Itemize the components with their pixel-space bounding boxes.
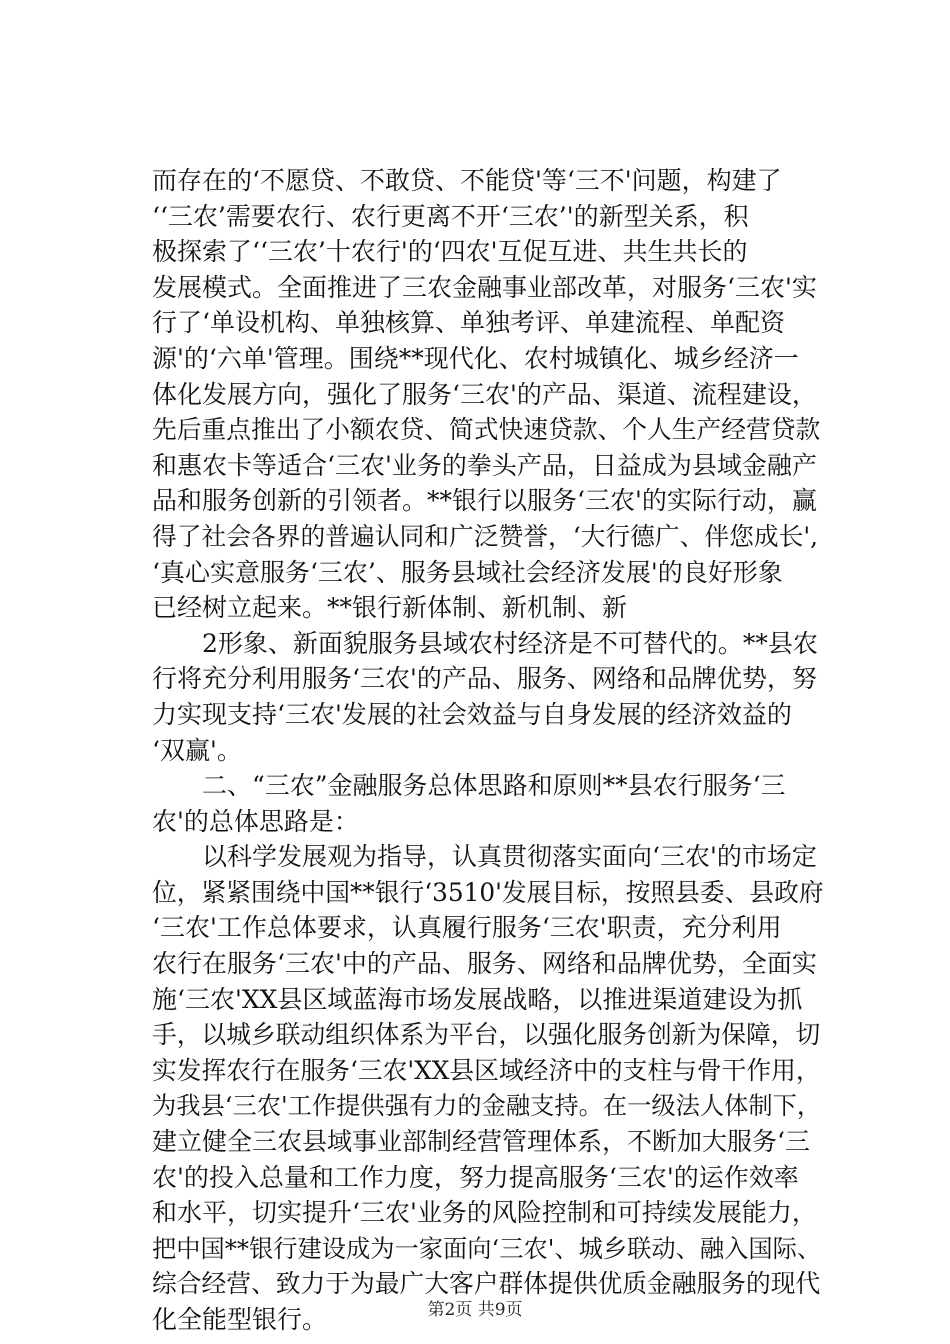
text-line: 而存在的‘不愿贷、不敢贷、不能贷'等‘三不'问题，构建了 bbox=[152, 166, 782, 195]
text-line: ‘‘三农’需要农行、农行更离不开‘三农’'的新型关系，积 bbox=[152, 201, 749, 231]
text-line: 二、“三农”金融服务总体思路和原则**县农行服务‘三 bbox=[202, 771, 786, 801]
text-line: 建立健全三农县域事业部制经营管理体系，不断加大服务‘三 bbox=[152, 1127, 810, 1157]
text-line: 体化发展方向，强化了服务‘三农'的产品、渠道、流程建设， bbox=[152, 379, 817, 409]
text-line: 源'的‘六单'管理。围绕**现代化、农村城镇化、城乡经济一 bbox=[152, 343, 799, 373]
text-line: 实发挥农行在服务‘三农'XX县区域经济中的支柱与骨干作用， bbox=[152, 1055, 821, 1085]
text-line: 行了‘单设机构、单独核算、单独考评、单建流程、单配资 bbox=[152, 308, 785, 338]
page-footer: 第2页 共9页 bbox=[427, 1300, 523, 1320]
text-line: 把中国**银行建设成为一家面向‘三农'、城乡联动、融入国际、 bbox=[152, 1233, 822, 1263]
text-line: 力实现支持‘三农'发展的社会效益与自身发展的经济效益的 bbox=[152, 699, 792, 729]
text-line: 农行在服务‘三农'中的产品、服务、网络和品牌优势，全面实 bbox=[152, 949, 817, 979]
text-line: 农'的总体思路是： bbox=[152, 806, 359, 836]
text-line: ‘三农'工作总体要求，认真履行服务‘三农'职责，充分利用 bbox=[152, 913, 782, 943]
text-line: 农'的投入总量和工作力度，努力提高服务‘三农'的运作效率 bbox=[152, 1162, 799, 1192]
text-line: 为我县‘三农'工作提供强有力的金融支持。在一级法人体制下， bbox=[152, 1091, 822, 1121]
text-line: 位，紧紧围绕中国**银行‘3510'发展目标，按照县委、县政府 bbox=[152, 877, 824, 907]
text-line: 和惠农卡等适合‘三农'业务的拳头产品，日益成为县域金融产 bbox=[152, 450, 817, 480]
text-line: 极探索了‘‘三农’十农行'的‘四农'互促互进、共生共长的 bbox=[152, 237, 748, 267]
text-line: 已经树立起来。**银行新体制、新机制、新 bbox=[152, 593, 628, 623]
text-line: 行将充分利用服务‘三农'的产品、服务、网络和品牌优势，努 bbox=[152, 664, 817, 694]
text-line: 和水平，切实提升‘三农'业务的风险控制和可持续发展能力， bbox=[152, 1198, 817, 1228]
text-line: 手，以城乡联动组织体系为平台，以强化服务创新为保障，切 bbox=[152, 1020, 821, 1050]
text-line: 发展模式。全面推进了三农金融事业部改革，对服务‘三农'实 bbox=[152, 272, 817, 302]
text-line: 先后重点推出了小额农贷、简式快速贷款、个人生产经营贷款 bbox=[152, 415, 821, 445]
text-line: 施‘三农'XX县区域蓝海市场发展战略，以推进渠道建设为抓 bbox=[152, 984, 803, 1014]
text-line: 2形象、新面貌服务县域农村经济是不可替代的。**县农 bbox=[202, 628, 818, 658]
text-line: 以科学发展观为指导，认真贯彻落实面向‘三农'的市场定 bbox=[202, 842, 817, 872]
text-line: ‘双赢'。 bbox=[152, 735, 242, 765]
text-line: ‘真心实意服务‘三农’、服务县域社会经济发展'的良好形象 bbox=[152, 557, 783, 587]
text-line: 综合经营、致力于为最广大客户群体提供优质金融服务的现代 bbox=[152, 1269, 821, 1299]
document-body bbox=[152, 163, 824, 1338]
text-line: 品和服务创新的引领者。**银行以服务‘三农'的实际行动，赢 bbox=[152, 486, 817, 516]
text-line: 得了社会各界的普遍认同和广泛赞誉，‘大行德广、伴您成长', bbox=[152, 521, 819, 551]
text-line: 化全能型银行。 bbox=[152, 1305, 328, 1334]
